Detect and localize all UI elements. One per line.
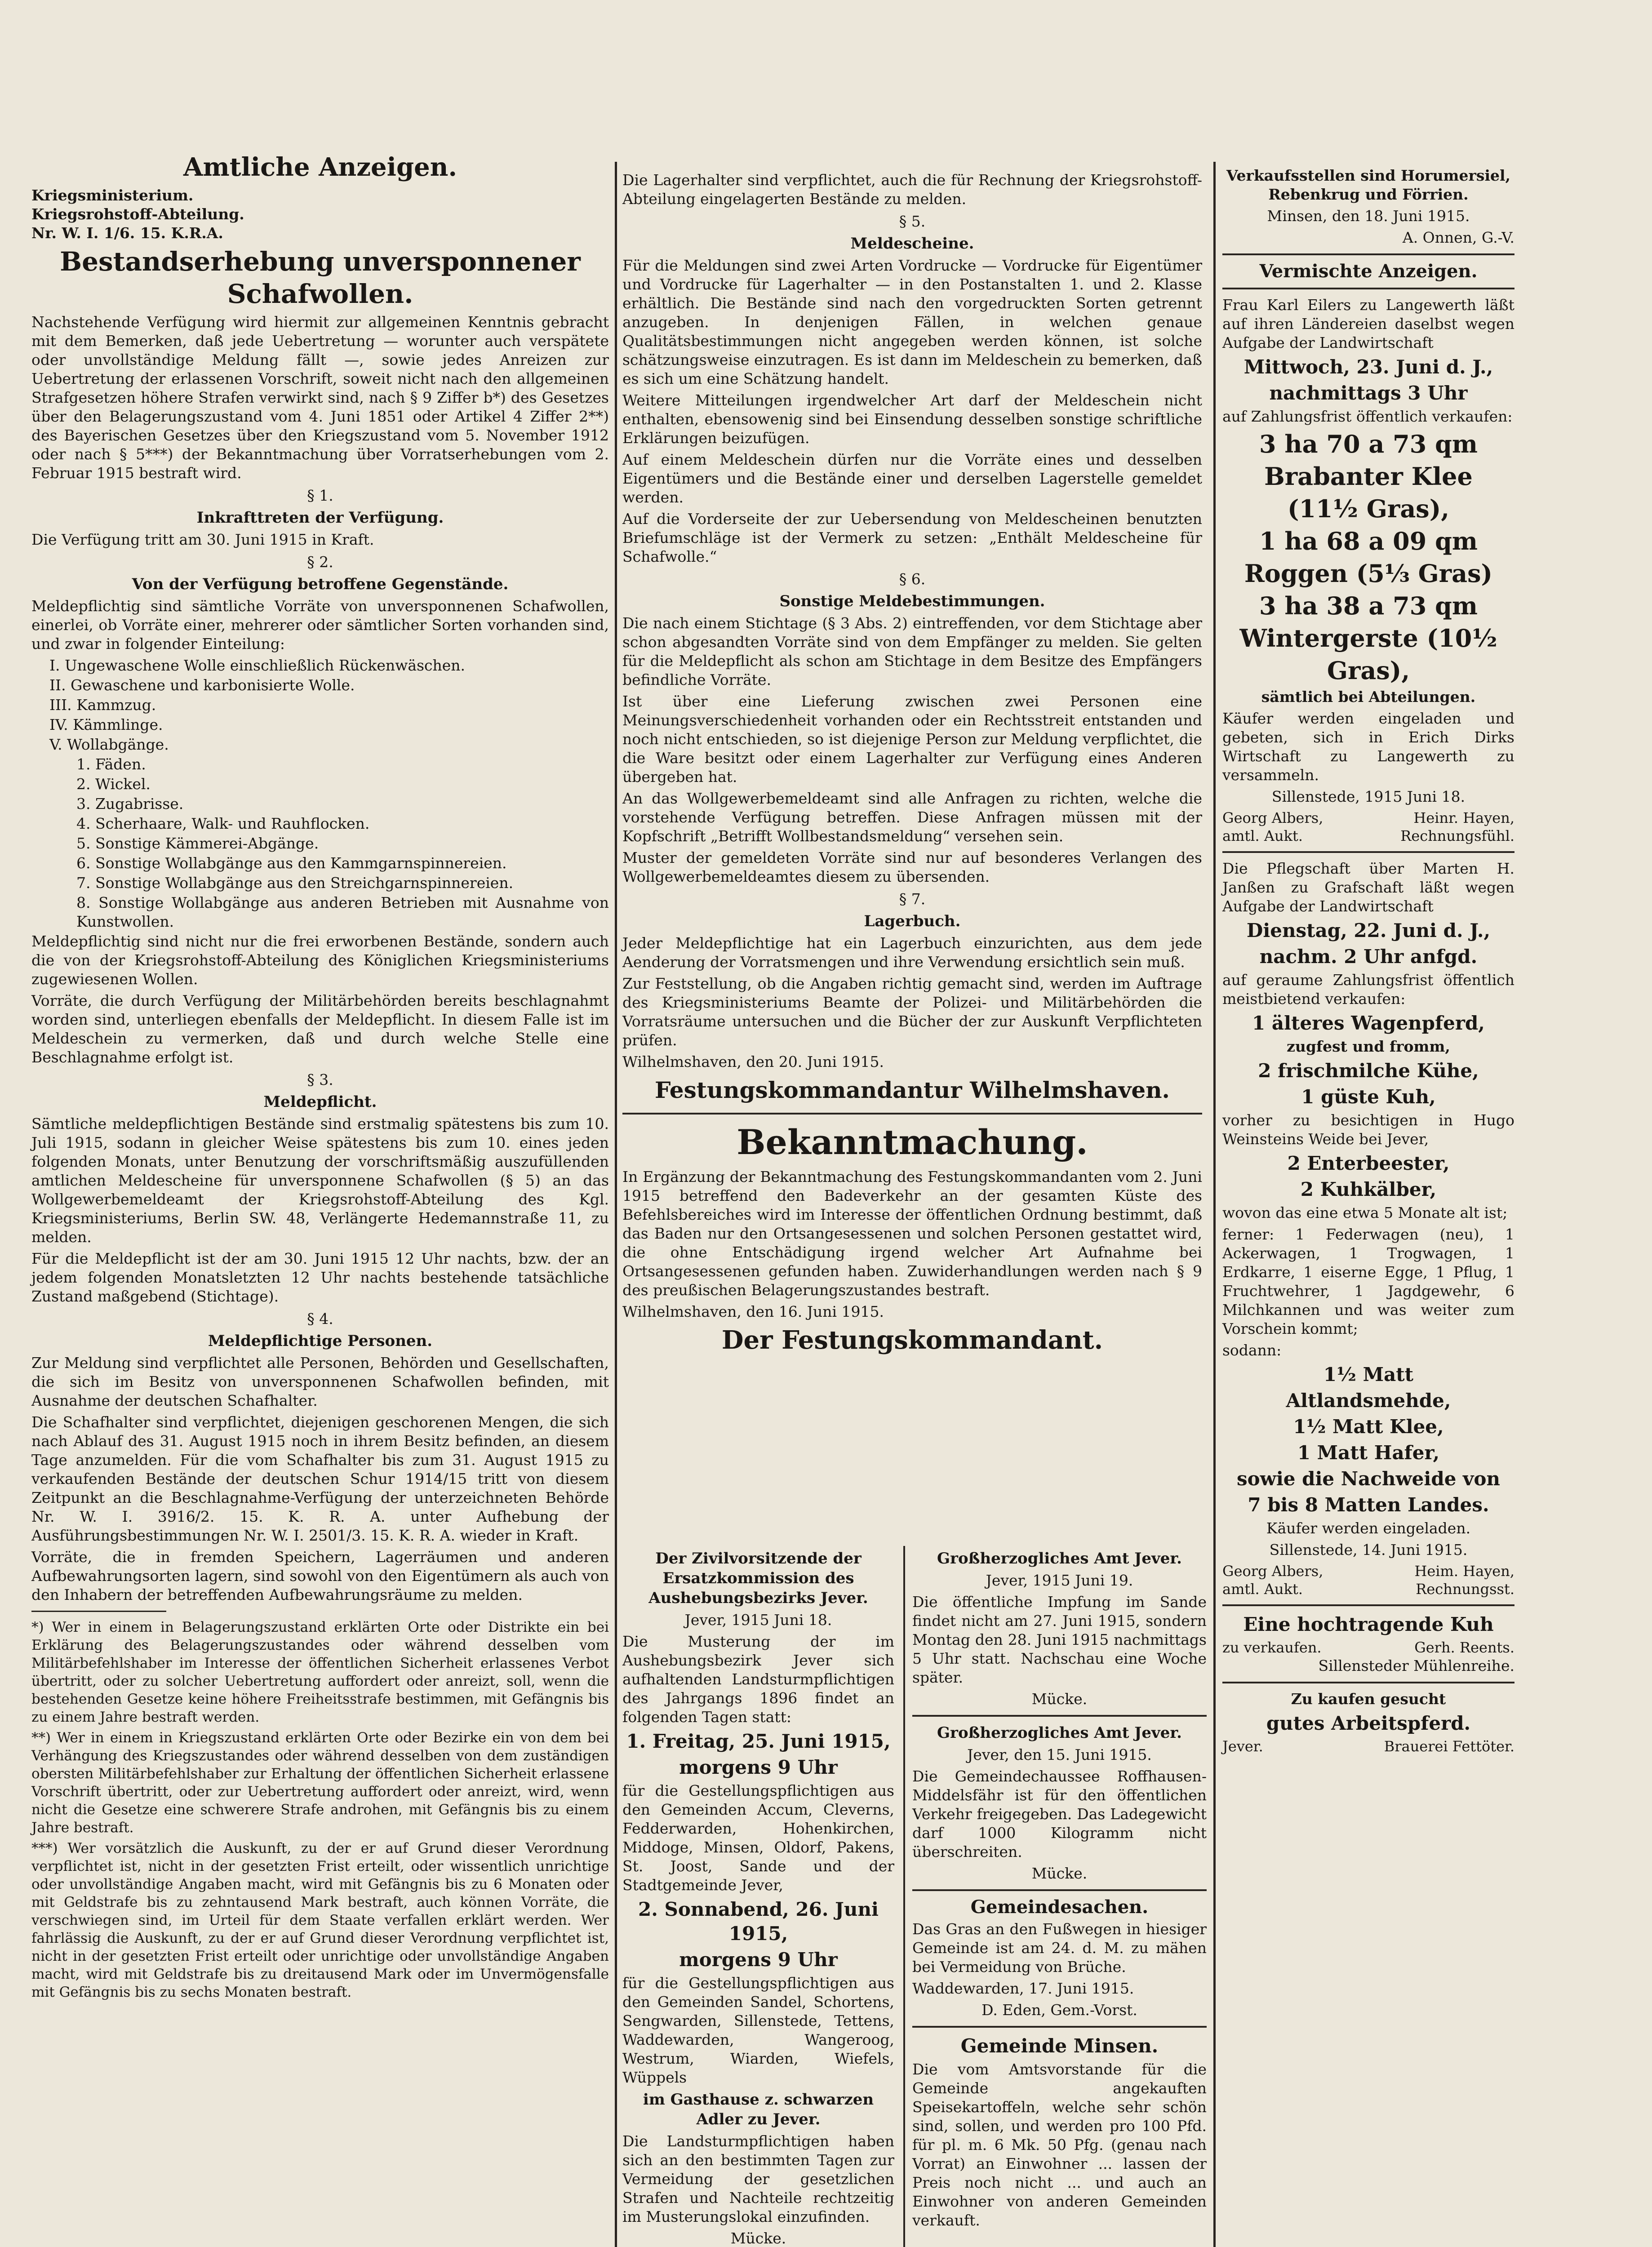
signature: Mücke. xyxy=(730,2229,786,2247)
paragraph-text: Die nach einem Stichtage (§ 3 Abs. 2) eintreffenden, vor dem Stichtage aber schon abgesandten Vorräte sind von dem Empfänger zu melden. Sie gelten für die Meldepflicht als schon am Stichtage in dem Besitze des Empfängers befindliche Vorräte. xyxy=(622,614,1202,688)
ad-item: 3 ha 70 a 73 qm xyxy=(1259,430,1478,458)
ad-item: gutes Arbeitspferd. xyxy=(1266,1712,1471,1734)
column-3 xyxy=(1222,166,1514,1755)
ad-item: 3 ha 38 a 73 qm xyxy=(1259,591,1478,620)
ad-item: 1 Matt Hafer, xyxy=(1297,1442,1440,1464)
signature: Georg Albers, xyxy=(1222,809,1323,826)
paragraph-text: Muster der gemeldeten Vorräte sind nur auf besonderes Verlangen des Wollgewerbemeldeamtes diesem zu übersenden. xyxy=(622,849,1202,885)
ad-item: 7 bis 8 Matten Landes. xyxy=(1248,1494,1489,1516)
ad-text: sodann: xyxy=(1222,1341,1282,1359)
paragraph-number: § 6. xyxy=(899,570,926,588)
list-item: 3. Zugabrisse. xyxy=(76,795,184,813)
divider xyxy=(1222,851,1514,853)
signature-title: Rechnungsfühl. xyxy=(1400,827,1514,844)
ad-time: nachm. 2 Uhr anfgd. xyxy=(1259,946,1478,968)
date-line: 2. Sonnabend, 26. Juni 1915, xyxy=(638,1898,879,1945)
paragraph-text: Jeder Meldepflichtige hat ein Lagerbuch einzurichten, aus dem jede Aenderung der Vorratsmengen und ihre Verwendung ersichtlich sein muß. xyxy=(622,934,1202,971)
paragraph-text: In Ergänzung der Bekanntmachung des Festungskommandanten vom 2. Juni 1915 betreffend den Badeverkehr an der gesamten Küste des Befehlsbereiches wird im Interesse der öffentlichen Ordnung bestimmt, daß das Baden nur den Ortsangesessenen und solchen Personen gestattet wird, die ohne Entschädigung irgend welcher Art Aufnahme bei Ortsangesessenen gefunden haben. Zuwiderhandlungen werden nach § 9 des preußischen Belagerungszustandes bestraft. xyxy=(622,1168,1202,1299)
paragraph-text: Die Musterung der im Aushebungsbezirk Jever sich aufhaltenden Landsturmpflichtigen des Jahrgangs 1896 findet an folgenden Tagen statt: xyxy=(622,1633,894,1726)
paragraph-text: für die Gestellungspflichtigen aus den Gemeinden Accum, Cleverns, Fedderwarden, Hohenkirchen, Middoge, Minsen, Oldorf, Pakens, St. Joost, Sande und der Stadtgemeinde Jever, xyxy=(622,1782,894,1894)
signature: Georg Albers, xyxy=(1222,1563,1323,1580)
signature-title: Rechnungsst. xyxy=(1416,1581,1514,1598)
ad-item: 2 Enterbeester, xyxy=(1287,1152,1450,1174)
ad-item: (11½ Gras), xyxy=(1287,494,1450,523)
ad-item: 1½ Matt Klee, xyxy=(1293,1416,1444,1438)
paragraph-text: Die Gemeindechaussee Roffhausen-Middelsfähr ist für den öffentlichen Verkehr freigegeben. Das Ladegewicht darf 1000 Kilogramm nicht überschreiten. xyxy=(912,1767,1207,1861)
divider xyxy=(1222,253,1514,255)
signature-row xyxy=(1222,809,1514,827)
divider xyxy=(912,1715,1207,1717)
footnote: *) Wer in einem in Belagerungszustand erklärten Orte oder Distrikte ein bei Erklärung des Belagerungszustandes oder während desselben vom Militärbefehlshaber im Interesse der öffentlichen Sicherheit erlassenes Verbot übertritt, oder zu solcher Uebertretung auffordert oder anreizt, soll, wenn die bestehenden Gesetze keine höhere Freiheitsstrafe bestimmen, mit Gefängnis bis zu einem Jahre bestraft werden. xyxy=(31,1619,609,1725)
paragraph-text: Vorräte, die in fremden Speichern, Lagerräumen und anderen Aufbewahrungsorten lagern, sind sowohl von den Eigentümern als auch von den Inhabern der betreffenden Aufbewahrungsräume zu melden. xyxy=(31,1548,609,1603)
notice-title: Bekanntmachung. xyxy=(737,1122,1088,1162)
paragraph-number: § 7. xyxy=(899,890,926,908)
ad-item: 1 ha 68 a 09 qm xyxy=(1259,527,1478,555)
list-item: 1. Fäden. xyxy=(76,755,146,773)
paragraph-number: § 2. xyxy=(307,553,333,571)
location: im Gasthause z. schwarzen Adler zu Jever. xyxy=(643,2091,874,2128)
divider xyxy=(1222,1604,1514,1606)
signature-row xyxy=(1222,1737,1514,1755)
list-item: IV. Kämmlinge. xyxy=(49,716,163,733)
ad-item: 1 älteres Wagenpferd, xyxy=(1252,1012,1485,1034)
ad-text: ferner: 1 Federwagen (neu), 1 Ackerwagen, 1 Trogwagen, 1 Erdkarre, 1 eiserne Egge, 1 Pflug, 1 Fruchtwehrer, 1 Jagdgewehr, 6 Milchkannen und was weiter zum Vorschein kommt; xyxy=(1222,1226,1514,1337)
list-item: I. Ungewaschene Wolle einschließlich Rückenwäschen. xyxy=(49,657,466,674)
signature: Heim. Hayen, xyxy=(1414,1563,1514,1580)
paragraph-title: Meldescheine. xyxy=(850,235,974,253)
ad-text: Verkaufsstellen sind Horumersiel, Rebenkrug und Förrien. xyxy=(1226,167,1510,203)
notice-title: Großherzogliches Amt Jever. xyxy=(937,1724,1182,1742)
signature-title: amtl. Aukt. xyxy=(1222,827,1303,844)
paragraph-text: Das Gras an den Fußwegen in hiesiger Gemeinde ist am 24. d. M. zu mähen bei Vermeidung von Brüche. xyxy=(912,1920,1207,1976)
paragraph-title: Inkrafttreten der Verfügung. xyxy=(196,509,444,527)
list-item: 7. Sonstige Wollabgänge aus den Streichgarnspinnereien. xyxy=(76,874,514,892)
ad-date: Dienstag, 22. Juni d. J., xyxy=(1246,919,1491,941)
signature: Heinr. Hayen, xyxy=(1413,809,1514,826)
ad-item: Gras), xyxy=(1327,656,1410,685)
ad-item: Altlandsmehde, xyxy=(1286,1390,1451,1412)
signature: Brauerei Fettöter. xyxy=(1384,1738,1514,1755)
place-date: Waddewarden, 17. Juni 1915. xyxy=(912,1980,1134,1997)
column-rule-3 xyxy=(903,1546,905,2247)
signature: Gerh. Reents. xyxy=(1414,1639,1514,1656)
column-2 xyxy=(622,171,1202,1359)
ad-item: Brabanter Klee xyxy=(1264,462,1473,491)
list-item: II. Gewaschene und karbonisierte Wolle. xyxy=(49,676,355,694)
paragraph-text: Die öffentliche Impfung im Sande findet nicht am 27. Juni 1915, sondern Montag den 28. Juni 1915 nachmittags 5 Uhr statt. Nachschau eine Woche später. xyxy=(912,1593,1207,1686)
section-heading: Vermischte Anzeigen. xyxy=(1259,261,1478,282)
paragraph-text: Für die Meldepflicht ist der am 30. Juni 1915 12 Uhr nachts, bzw. der an jedem folgenden Monatsletzten 12 Uhr nachts bestehende tatsächliche Zustand maßgebend (Stichtage). xyxy=(31,1250,609,1305)
place-date: Minsen, den 18. Juni 1915. xyxy=(1267,207,1470,225)
paragraph-text: Die Schafhalter sind verpflichtet, diejenigen geschorenen Mengen, die sich nach Ablauf des 31. August 1915 noch in ihrem Besitz befinden, an diesem Tage anzumelden. Für die vom Schafhalter bis zum 31. August 1915 zu verkaufenden Bestände der deutschen Schur 1914/15 tritt von diesem Zeitpunkt an die Beschlagnahme-Verfügung der unterzeichneten Behörde Nr. W. I. 3916/2. 15. K. R. A. unter Aufhebung der Ausführungsbestimmungen Nr. W. I. 2501/3. 15. K. R. A. wieder in Kraft. xyxy=(31,1413,609,1544)
ad-text: Käufer werden eingeladen und gebeten, sich in Erich Dirks Wirtschaft zu Langewerth zu versammeln. xyxy=(1222,710,1514,784)
intro-text: Nachstehende Verfügung wird hiermit zur allgemeinen Kenntnis gebracht mit dem Bemerken, daß jede Uebertretung — worunter auch verspätete oder unvollständige Meldung fällt —, sowie jedes Anreizen zur Uebertretung der erlassenen Vorschrift, soweit nicht nach den allgemeinen Strafgesetzen höhere Strafen verwirkt sind, nach § 9 Ziffer b*) des Gesetzes über den Belagerungszustand vom 4. Juni 1851 oder Artikel 4 Ziffer 2**) des Bayerischen Gesetzes über den Kriegszustand vom 5. November 1912 oder nach § 5***) der Bekanntmachung über Vorratserhebungen vom 2. Februar 1915 bestraft wird. xyxy=(31,313,609,482)
place: Jever. xyxy=(1222,1738,1263,1755)
ad-note: wovon das eine etwa 5 Monate alt ist; xyxy=(1222,1204,1508,1221)
ad-item: sowie die Nachweide von xyxy=(1237,1468,1500,1490)
ad-text: auf Zahlungsfrist öffentlich verkaufen: xyxy=(1222,408,1513,425)
paragraph-title: Sonstige Meldebestimmungen. xyxy=(779,592,1045,610)
paragraph-text: Zur Meldung sind verpflichtet alle Personen, Behörden und Gesellschaften, die sich im Besitz von unversponnenen Schafwollen befinden, mit Ausnahme der deutschen Schafhalter. xyxy=(31,1354,609,1409)
paragraph-text: Zur Feststellung, ob die Angaben richtig gemacht sind, werden im Auftrage des Kriegsministeriums Beamte der Polizei- und Militärbehörden die Vorratsräume untersuchen und die Bücher der zur Auskunft Verpflichteten prüfen. xyxy=(622,975,1202,1049)
paragraph-text: Vorräte, die durch Verfügung der Militärbehörden bereits beschlagnahmt worden sind, unterliegen ebenfalls der Meldepflicht. In diesem Falle ist im Meldeschein zu vermerken, daß und durch welche Stelle eine Beschlagnahme erfolgt ist. xyxy=(31,992,609,1066)
ad-item: 2 Kuhkälber, xyxy=(1300,1178,1437,1200)
place-date: Wilhelmshaven, den 20. Juni 1915. xyxy=(622,1053,884,1070)
signature-row xyxy=(1222,827,1514,845)
paragraph-title: Meldepflicht. xyxy=(263,1093,377,1111)
ad-time: nachmittags 3 Uhr xyxy=(1269,382,1468,404)
signature-title: amtl. Aukt. xyxy=(1222,1581,1303,1598)
paragraph-text: Meldepflichtig sind sämtliche Vorräte von unversponnenen Schafwollen, einerlei, ob Vorräte einer, mehrerer oder sämtlicher Sorten vorhanden sind, und zwar in folgender Einteilung: xyxy=(31,597,609,653)
ad-note: sämtlich bei Abteilungen. xyxy=(1261,688,1476,706)
ad-item: 1 güste Kuh, xyxy=(1301,1086,1436,1108)
time-line: morgens 9 Uhr xyxy=(679,1756,838,1778)
place-date: Wilhelmshaven, den 16. Juni 1915. xyxy=(622,1303,884,1320)
place-date: Sillenstede, 1915 Juni 18. xyxy=(1271,788,1465,805)
ad-item: 1½ Matt xyxy=(1323,1363,1414,1386)
column-2b xyxy=(912,1546,1207,2233)
reference-number: Nr. W. I. 1/6. 15. K.R.A. xyxy=(31,224,223,242)
list-item: 2. Wickel. xyxy=(76,775,151,793)
ad-date: Mittwoch, 23. Juni d. J., xyxy=(1243,356,1493,378)
list-item: 6. Sonstige Wollabgänge aus den Kammgarnspinnereien. xyxy=(76,854,507,872)
paragraph-text: Die Verfügung tritt am 30. Juni 1915 in Kraft. xyxy=(31,531,374,548)
ad-note: zugfest und fromm, xyxy=(1287,1038,1450,1055)
paragraph-text: Meldepflichtig sind nicht nur die frei erworbenen Bestände, sondern auch die von der Kriegsrohstoff-Abteilung des Königlichen Kriegsministeriums zugewiesenen Wollen. xyxy=(31,933,609,988)
paragraph-title: Von der Verfügung betroffene Gegenstände. xyxy=(132,575,509,593)
divider xyxy=(1222,288,1514,289)
paragraph-text: Ist über eine Lieferung zwischen zwei Personen eine Meinungsverschiedenheit vorhanden oder ein Rechtsstreit entstanden und noch nicht entschieden, so ist diejenige Person zur Meldung verpflichtet, die die Ware besitzt oder einem Lagerhalter zur Verfügung eines Anderen übergeben hat. xyxy=(622,693,1202,786)
column-1 xyxy=(31,148,609,2004)
time-line: morgens 9 Uhr xyxy=(679,1949,838,1971)
ad-text: Die Pflegschaft über Marten H. Janßen zu Grafschaft läßt wegen Aufgabe der Landwirtschaft xyxy=(1222,860,1514,915)
paragraph-text: für die Gestellungspflichtigen aus den Gemeinden Sandel, Schortens, Sengwarden, Sillenstede, Tettens, Waddewarden, Wangeroog, Westrum, Wiarden, Wiefels, Wüppels xyxy=(622,1974,894,2086)
divider xyxy=(912,2026,1207,2028)
date-line: 1. Freitag, 25. Juni 1915, xyxy=(626,1730,891,1752)
notice-title: Großherzogliches Amt Jever. xyxy=(937,1550,1182,1568)
paragraph-text: Weitere Mitteilungen irgendwelcher Art darf der Meldeschein nicht enthalten, ebensowenig sind bei Einsendung desselben sonstige schriftliche Erklärungen beizufügen. xyxy=(622,391,1202,447)
list-item: III. Kammzug. xyxy=(49,696,156,714)
notice-title: Bestandserhebung unversponnener Schafwollen. xyxy=(60,246,581,309)
paragraph-text: Die Lagerhalter sind verpflichtet, auch die für Rechnung der Kriegsrohstoff-Abteilung eingelagerten Bestände zu melden. xyxy=(622,171,1202,208)
divider xyxy=(912,1889,1207,1891)
column-rule-2 xyxy=(1213,162,1216,2247)
ad-text: zu verkaufen. xyxy=(1222,1639,1322,1656)
divider xyxy=(1222,1682,1514,1683)
signature-row xyxy=(1222,1580,1514,1598)
place-date: Jever, den 15. Juni 1915. xyxy=(967,1746,1152,1763)
ad-text: Frau Karl Eilers zu Langewerth läßt auf ihren Ländereien daselbst wegen Aufgabe der Landwirtschaft xyxy=(1222,296,1514,351)
paragraph-text: Die vom Amtsvorstande für die Gemeinde angekauften Speisekartoffeln, welche sehr schön sind, sollen, und werden pro 100 Pfd. für pl. m. 6 Mk. 50 Pfg. (genau nach Vorrat) an Einwohner ... lassen der Preis noch nicht ... und auch an Einwohner von anderen Gemeinden verkauft. xyxy=(912,2060,1207,2229)
ad-item: Roggen (5⅓ Gras) xyxy=(1244,559,1493,588)
list-item: 4. Scherhaare, Walk- und Rauhflocken. xyxy=(76,815,370,832)
column-2a xyxy=(622,1546,894,2247)
paragraph-text: Die Landsturmpflichtigen haben sich an den bestimmten Tagen zur Vermeidung der gesetzlichen Strafen und Nachteile rechtzeitig im Musterungslokal einzufinden. xyxy=(622,2132,894,2225)
ministry: Kriegsministerium. xyxy=(31,187,194,204)
paragraph-text: Auf einem Meldeschein dürfen nur die Vorräte eines und desselben Eigentümers und die Bestände einer und derselben Lagerstelle gemeldet werden. xyxy=(622,451,1202,506)
place-date: Jever, 1915 Juni 18. xyxy=(684,1611,832,1629)
paragraph-text: Auf die Vorderseite der zur Uebersendung von Meldescheinen benutzten Briefumschläge ist der Vermerk zu setzen: „Enthält Meldescheine für Schafwolle.“ xyxy=(622,510,1202,565)
notice-title: Der Zivilvorsitzende der Ersatzkommission des Aushebungsbezirks Jever. xyxy=(648,1550,868,1607)
signature: D. Eden, Gem.-Vorst. xyxy=(981,2001,1137,2019)
signature-title: Sillensteder Mühlenreihe. xyxy=(1318,1657,1514,1674)
ad-text: Käufer werden eingeladen. xyxy=(1266,1519,1471,1537)
place-date: Sillenstede, 14. Juni 1915. xyxy=(1269,1541,1468,1559)
paragraph-text: Für die Meldungen sind zwei Arten Vordrucke — Vordrucke für Eigentümer und Vordrucke für Lagerhalter — in den Postanstalten 1. und 2. Klasse erhältlich. Die Bestände sind nach den vorgedruckten Sorten getrennt anzugeben. In denjenigen Fällen, in welchen genaue Qualitätsbestimmungen nicht angegeben werden können, ist solche schätzungsweise einzutragen. Es ist dann im Meldeschein zu bemerken, daß es sich um eine Schätzung handelt. xyxy=(622,257,1202,387)
list-item: 5. Sonstige Kämmerei-Abgänge. xyxy=(76,835,319,852)
ad-item: Eine hochtragende Kuh xyxy=(1243,1613,1494,1635)
paragraph-title: Lagerbuch. xyxy=(864,912,961,930)
ad-text: Zu kaufen gesucht xyxy=(1291,1690,1446,1708)
footnote-divider xyxy=(31,1611,166,1612)
place-date: Jever, 1915 Juni 19. xyxy=(986,1572,1133,1589)
paragraph-title: Meldepflichtige Personen. xyxy=(208,1332,433,1350)
footnote: **) Wer in einem in Kriegszustand erklärten Orte oder Bezirke ein von dem bei Verhängung des Kriegszustandes oder während desselben von dem zuständigen obersten Militärbefehlshaber zur Erhaltung der öffentlichen Sicherheit erlassene Vorschrift übertritt, oder zur Uebertretung auffordert oder anreizt, wird, wenn nicht die Gesetze eine schwerere Strafe androhen, mit Gefängnis bis zu einem Jahre bestraft. xyxy=(31,1730,609,1836)
paragraph-number: § 3. xyxy=(307,1071,333,1088)
signature: Mücke. xyxy=(1031,1690,1088,1708)
notice-title: Gemeinde Minsen. xyxy=(960,2035,1159,2057)
paragraph-number: § 1. xyxy=(307,487,333,504)
notice-title: Gemeindesachen. xyxy=(970,1896,1149,1918)
paragraph-number: § 5. xyxy=(899,213,926,230)
category-list xyxy=(31,656,609,931)
signature: Mücke. xyxy=(1031,1865,1088,1882)
paragraph-text: An das Wollgewerbemeldeamt sind alle Anfragen zu richten, welche die vorstehende Verfügung betreffen. Diese Anfragen müssen mit der Kopfschrift „Betrifft Wollbestandsmeldung“ versehen sein. xyxy=(622,790,1202,845)
divider xyxy=(622,1113,1202,1115)
footnote: ***) Wer vorsätzlich die Auskunft, zu der er auf Grund dieser Verordnung verpflichtet ist, nicht in der gesetzten Frist erteilt, oder wissentlich unrichtige oder unvollständige Angaben macht, wird mit Gefängnis bis zu 6 Monaten oder mit Geldstrafe bis zu zehntausend Mark bestraft, auch können Vorräte, die verschwiegen sind, im Urteil für dem Staate verfallen erklärt werden. Wer fahrlässig die Auskunft, zu der er auf Grund dieser Verordnung verpflichtet ist, nicht in der gesetzten Frist erteilt oder unrichtige oder unvollständige Angaben macht, wird mit Geldstrafe bis zu dreitausend Mark oder im Unvermögensfalle mit Gefängnis bis zu sechs Monaten bestraft. xyxy=(31,1840,609,2000)
signature-row xyxy=(1222,1639,1514,1656)
section-heading: Amtliche Anzeigen. xyxy=(183,152,457,182)
list-item: V. Wollabgänge. xyxy=(49,736,169,753)
department: Kriegsrohstoff-Abteilung. xyxy=(31,205,244,223)
paragraph-number: § 4. xyxy=(307,1310,333,1328)
signature: Der Festungskommandant. xyxy=(721,1325,1103,1355)
paragraph-text: Sämtliche meldepflichtigen Bestände sind erstmalig spätestens bis zum 10. Juli 1915, sodann in gleicher Weise spätestens bis zum 10. eines jeden folgenden Monats, unter Benutzung der vorschriftsmäßig auszufüllenden amtlichen Meldescheine für unversponnene Schafwollen (§ 5) an das Wollgewerbemeldeamt der Kriegsrohstoff-Abteilung des Kgl. Kriegsministeriums, Berlin SW. 48, Verlängerte Hedemannstraße 11, zu melden. xyxy=(31,1115,609,1246)
list-item: 8. Sonstige Wollabgänge aus anderen Betrieben mit Ausnahme von Kunstwollen. xyxy=(76,894,609,930)
signature: A. Onnen, G.-V. xyxy=(1402,229,1514,246)
ad-note: vorher zu besichtigen in Hugo Weinsteins Weide bei Jever, xyxy=(1222,1111,1514,1148)
column-rule-1 xyxy=(615,162,617,2247)
signature-row xyxy=(1222,1562,1514,1580)
ad-text: auf geraume Zahlungsfrist öffentlich meistbietend verkaufen: xyxy=(1222,971,1514,1008)
ad-item: 2 frischmilche Kühe, xyxy=(1258,1060,1479,1082)
ad-item: Wintergerste (10½ xyxy=(1239,624,1497,653)
signature: Festungskommandantur Wilhelmshaven. xyxy=(655,1077,1170,1103)
